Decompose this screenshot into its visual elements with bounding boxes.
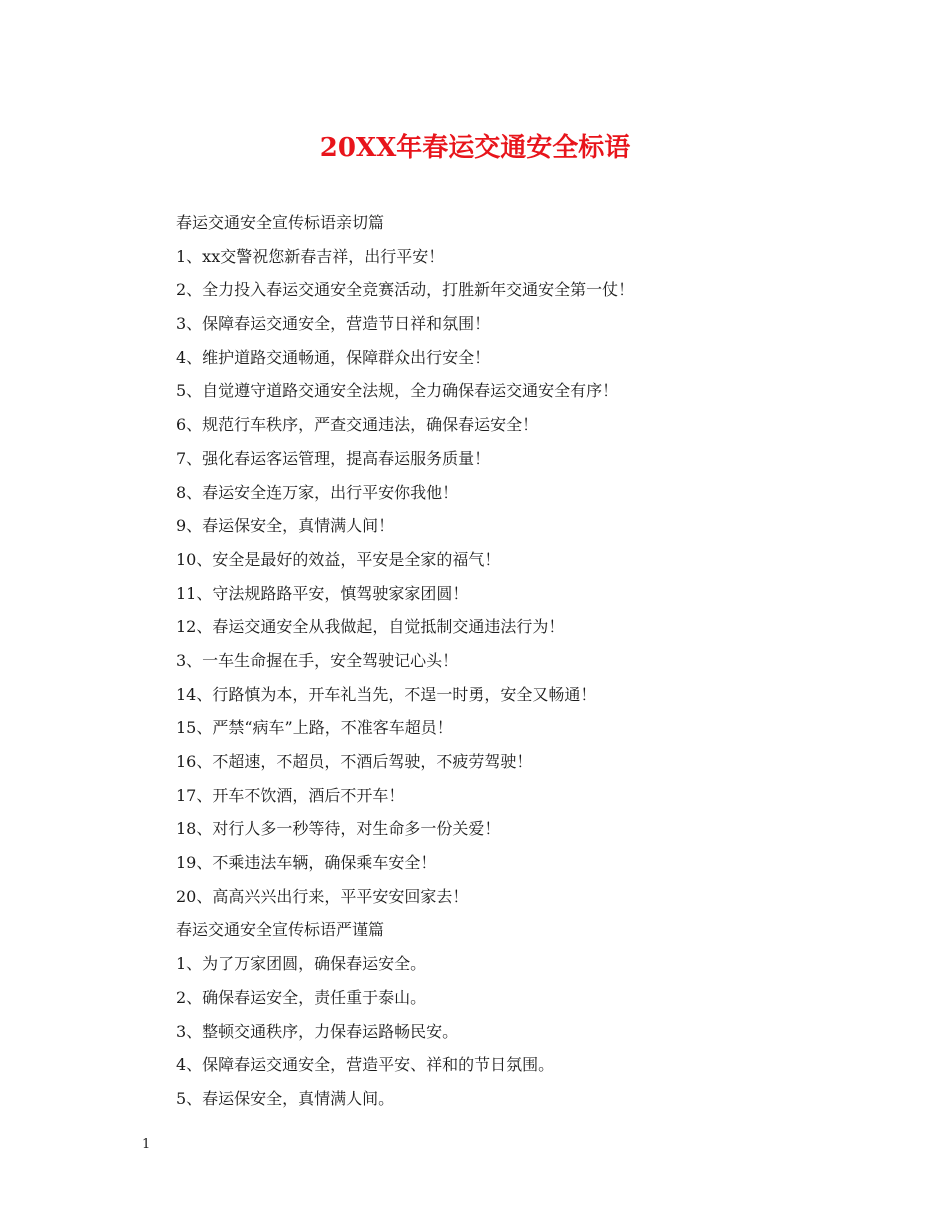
slogan-line: 2、全力投入春运交通安全竞赛活动，打胜新年交通安全第一仗！ [176,280,635,300]
slogan-line: 3、一车生命握在手，安全驾驶记心头！ [176,650,459,670]
slogan-line: 3、保障春运交通安全，营造节日祥和氛围！ [176,314,491,334]
slogan-line: 12、春运交通安全从我做起，自觉抵制交通违法行为！ [176,617,565,637]
slogan-line: 6、规范行车秩序，严查交通违法，确保春运安全！ [176,415,539,435]
slogan-line: 11、守法规路路平安，慎驾驶家家团圆！ [176,583,469,603]
slogan-line: 5、春运保安全，真情满人间。 [176,1088,395,1108]
slogan-line: 5、自觉遵守道路交通安全法规，全力确保春运交通安全有序！ [176,381,619,401]
slogan-line: 19、不乘违法车辆，确保乘车安全！ [176,853,437,873]
slogan-line: 15、严禁“病车”上路，不准客车超员！ [176,718,453,738]
slogan-line: 4、保障春运交通安全，营造平安、祥和的节日氛围。 [176,1055,555,1075]
page-title: 20XX年春运交通安全标语 [319,133,631,163]
slogan-line: 1、xx交警祝您新春吉祥，出行平安！ [176,246,445,266]
section-heading-rigorous: 春运交通安全宣传标语严谨篇 [176,920,385,940]
slogan-line: 14、行路慎为本，开车礼当先，不逞一时勇，安全又畅通！ [176,684,597,704]
slogan-line: 8、春运安全连万家，出行平安你我他！ [176,482,459,502]
slogan-line: 4、维护道路交通畅通，保障群众出行安全！ [176,347,491,367]
section-heading-friendly: 春运交通安全宣传标语亲切篇 [176,213,385,232]
slogan-line: 17、开车不饮酒，酒后不开车！ [176,785,405,805]
slogan-line: 20、高高兴兴出行来，平平安安回家去！ [176,886,469,906]
slogan-line: 3、整顿交通秩序，力保春运路畅民安。 [176,1021,459,1041]
slogan-line: 1、为了万家团圆，确保春运安全。 [176,954,427,974]
slogan-line: 9、春运保安全，真情满人间！ [176,516,395,536]
slogan-line: 16、不超速，不超员，不酒后驾驶，不疲劳驾驶！ [176,752,533,771]
slogan-line: 2、确保春运安全，责任重于泰山。 [176,987,427,1007]
slogan-line: 7、强化春运客运管理，提高春运服务质量！ [176,448,491,468]
document-body [176,206,836,1116]
slogan-line: 10、安全是最好的效益，平安是全家的福气！ [176,549,501,569]
page-number: 1 [142,1137,151,1152]
slogan-line: 18、对行人多一秒等待，对生命多一份关爱！ [176,819,501,839]
